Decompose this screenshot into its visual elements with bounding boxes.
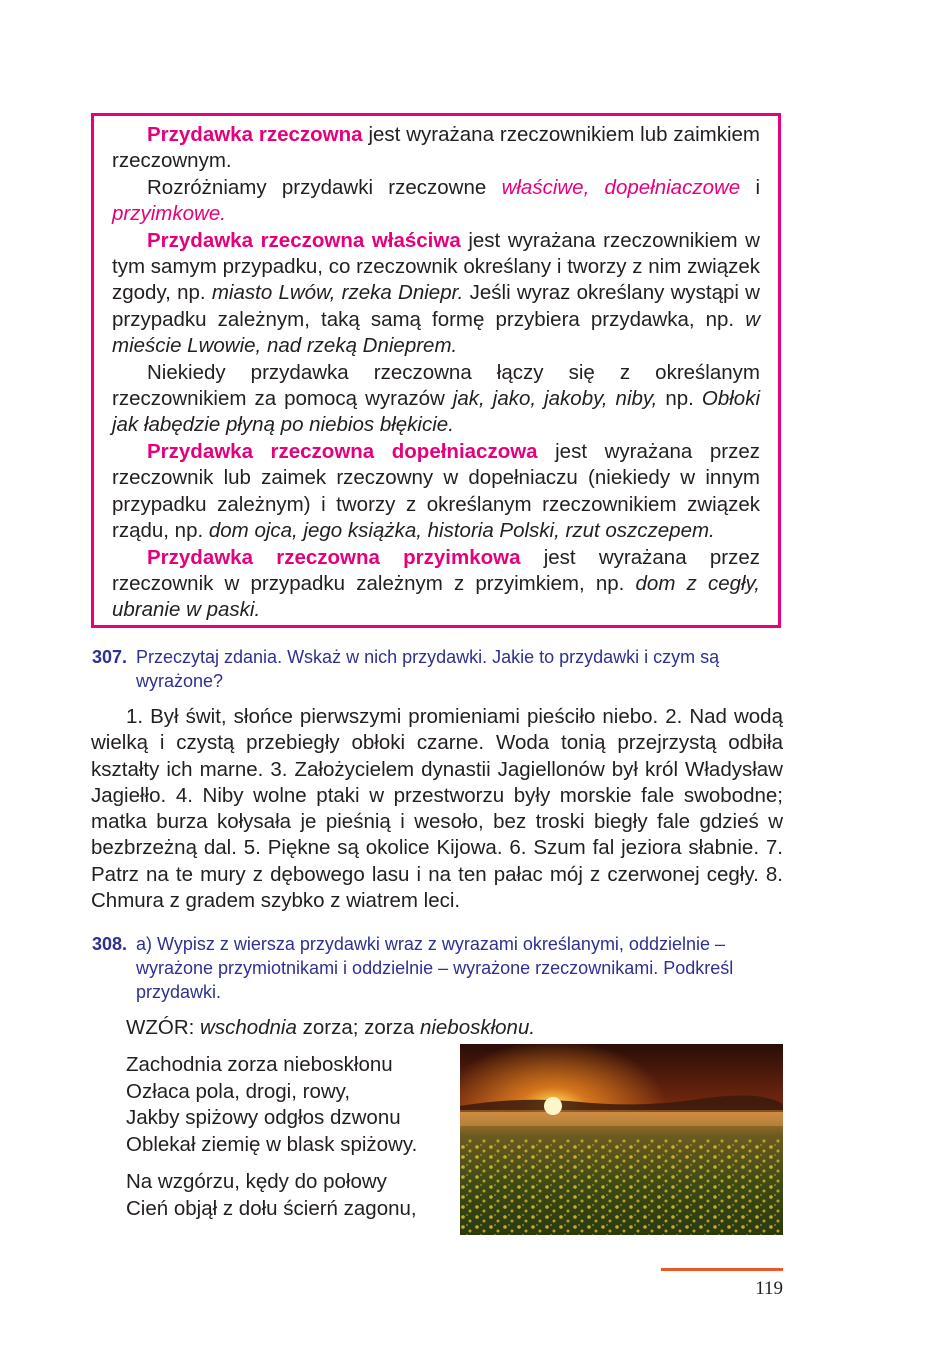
poem-stanza-1	[126, 1052, 417, 1158]
rule-paragraph-6: Przydawka rzeczowna przyimkowa jest wyrażana przez rzeczownik w przypadku zależnym z przyimkiem, np. dom z cegły, ubranie w paski.	[112, 545, 760, 622]
rule-term: Przydawka rzeczowna	[147, 123, 363, 146]
grammar-rule-box	[91, 113, 781, 628]
rule-term: Przydawka rzeczowna właściwa	[147, 228, 461, 252]
poem-line: Oblekał ziemię w blask spiżowy.	[126, 1132, 418, 1156]
task-instruction: a) Wypisz z wiersza przydawki wraz z wyrazami określanymi, oddzielnie – wyrażone przymiotnikami i oddzielnie – wyrażone rzeczownikami. Podkreśl przydawki.	[136, 934, 734, 1002]
rule-paragraph-4: Niekiedy przydawka rzeczowna łączy się z określanym rzeczownikiem za pomocą wyrazów jak, jako, jakoby, niby, np. Obłoki jak łabędzie płyną po niebios błękicie.	[112, 360, 760, 437]
task-308	[92, 932, 784, 1004]
task-307	[92, 645, 784, 693]
poem-line: Jakby spiżowy odgłos dzwonu	[126, 1106, 401, 1129]
poem-stanza-2	[126, 1169, 417, 1222]
rule-paragraph-5: Przydawka rzeczowna dopełniaczowa jest wyrażana przez rzeczownik lub zaimek rzeczowny w dopełniaczu (niekiedy w innym przypadku zależnym) i tworzy z określanym rzeczownikiem związek rządu, np. dom ojca, jego książka, historia Polski, rzut oszczepem.	[112, 439, 760, 543]
page-number: 119	[755, 1278, 783, 1299]
poem-line: Ozłaca pola, drogi, rowy,	[126, 1079, 351, 1103]
task-instruction: Przeczytaj zdania. Wskaż w nich przydawki. Jakie to przydawki i czym są wyrażone?	[136, 647, 720, 691]
task-number: 307.	[92, 647, 128, 667]
poem-line: Zachodnia zorza nieboskłonu	[126, 1053, 393, 1076]
poem-line: Cień objął z dołu ścierń zagonu,	[126, 1196, 417, 1220]
exercise-sentences	[91, 704, 783, 914]
rule-paragraph-3: Przydawka rzeczowna właściwa jest wyrażana rzeczownikiem w tym samym przypadku, co rzeczownik określany i tworzy z nim związek zgody, np. miasto Lwów, rzeka Dniepr. Jeśli wyraz określany wystąpi w przypadku zależnym, taką samą formę przybiera przydawka, np. w mieście Lwowie, nad rzeką Dnieprem.	[112, 228, 760, 358]
exercise-text: 1. Był świt, słońce pierwszymi promieniami pieściło niebo. 2. Nad wodą wielką i czystą przebiegły obłoki czarne. Woda tonią przejrzystą odbiła kształty ich marne. 3. Założycielem dynastii Jagiellonów był król Władysław Jagiełło. 4. Niby wolne ptaki w przestworzu były morskie fale swobodne; matka burza kołysała je pieśnią i wesoło, bez troski biegły fale gdzieś w bezbrzeżną dal. 5. Piękne są okolice Kijowa. 6. Szum fal jeziora słabnie. 7. Patrz na te mury z dębowego lasu i na ten pałac mój z czerwonej cegły. 8. Chmura z gradem szybko z wiatrem leci.	[91, 705, 783, 913]
sunset-field-illustration	[460, 1044, 783, 1235]
poem-line: Na wzgórzu, kędy do połowy	[126, 1170, 387, 1193]
rule-paragraph-1: Przydawka rzeczowna jest wyrażana rzeczownikiem lub zaimkiem rzeczownym.	[112, 123, 760, 173]
example-pattern: WZÓR: wschodnia zorza; zorza nieboskłonu.	[126, 1016, 536, 1039]
rule-paragraph-2: Rozróżniamy przydawki rzeczowne właściwe, dopełniaczowe i przyimkowe.	[112, 175, 760, 226]
footer-divider	[661, 1268, 783, 1271]
rule-term: Przydawka rzeczowna dopełniaczowa	[147, 439, 538, 463]
rule-term: Przydawka rzeczowna przyimkowa	[147, 545, 521, 569]
sunset-field-photo	[460, 1044, 783, 1235]
task-number: 308.	[92, 934, 128, 954]
